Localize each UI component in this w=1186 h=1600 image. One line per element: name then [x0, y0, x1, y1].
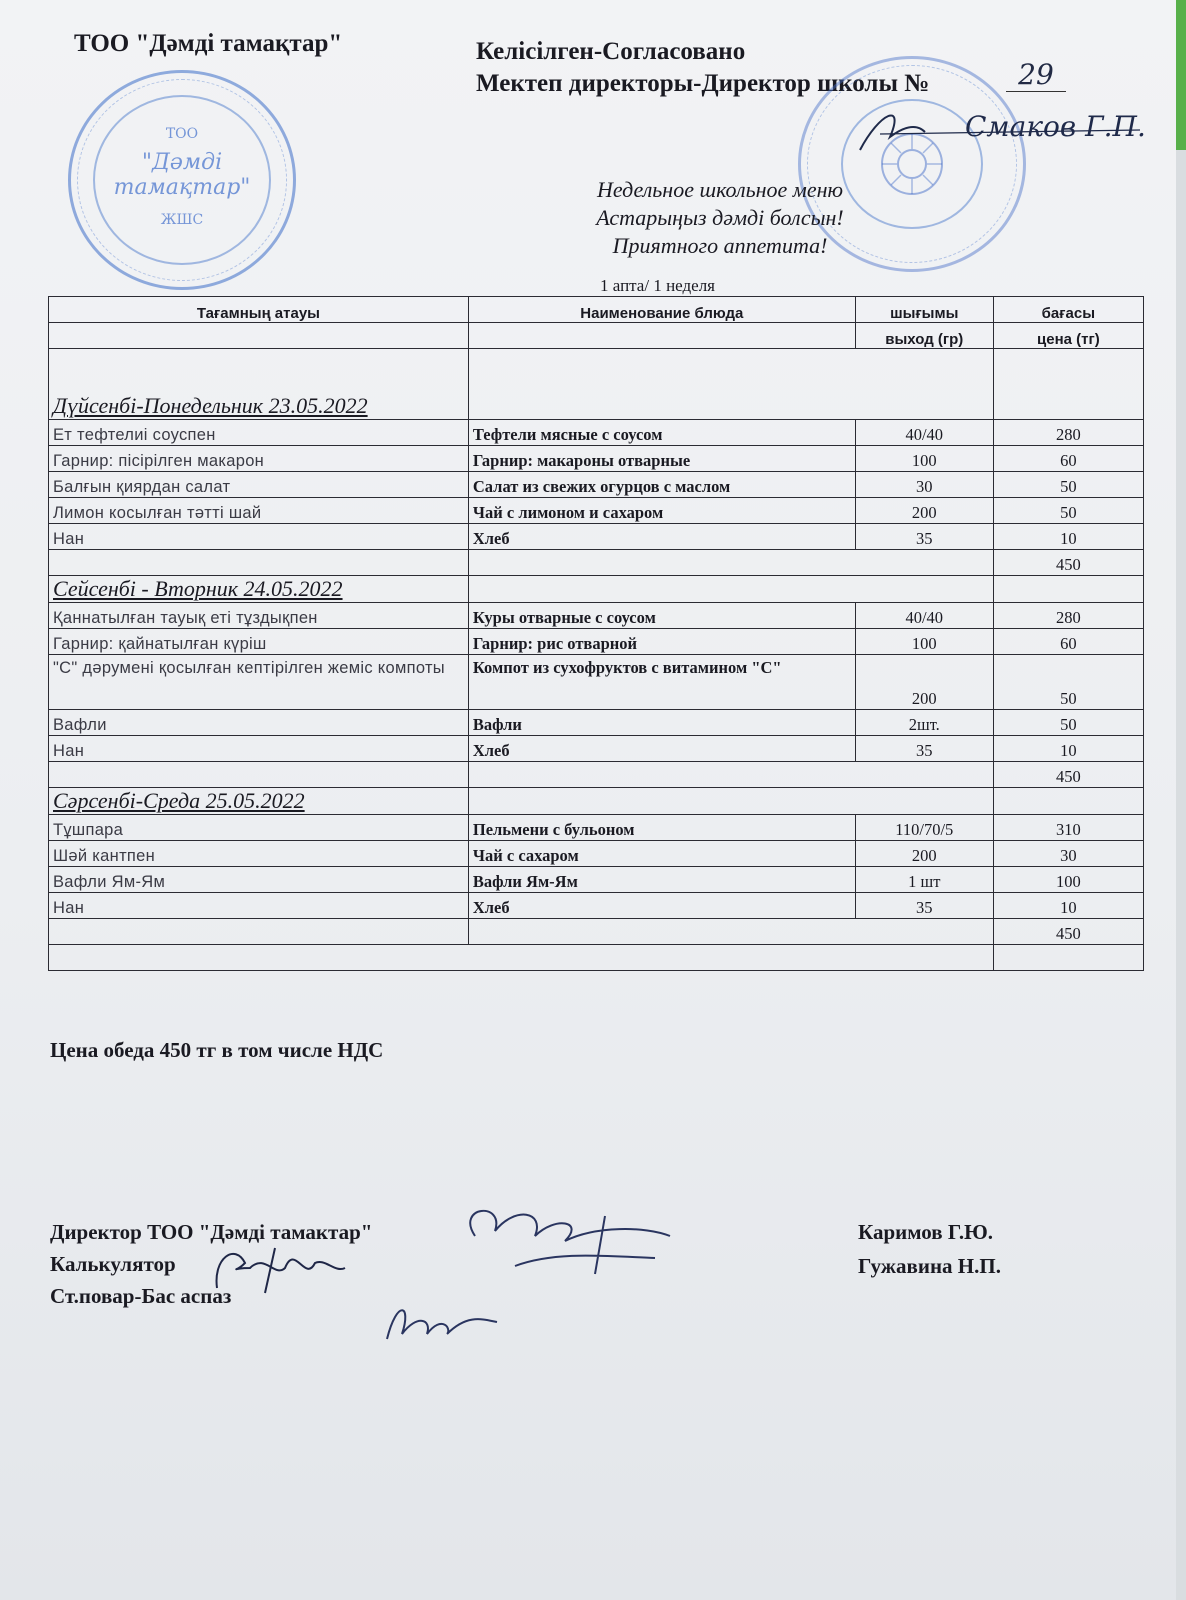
table-row [49, 655, 1144, 710]
dish-price: 10 [993, 736, 1143, 762]
day-header-empty-price [993, 788, 1143, 815]
table-row [49, 841, 1144, 867]
day-header-empty [468, 576, 993, 603]
dish-name-ru: Гарнир: рис отварной [468, 629, 855, 655]
dish-yield: 40/40 [855, 420, 993, 446]
header-empty-2 [468, 323, 855, 349]
final-empty-row [49, 945, 1144, 971]
menu-titles [540, 176, 900, 260]
role-director: Директор ТОО "Дәмді тамактар" [50, 1220, 373, 1244]
day-header-empty-price [993, 576, 1143, 603]
day-total-row [49, 919, 1144, 945]
header-price-kz: бағасы [993, 297, 1143, 323]
dish-name-kz: Шәй кантпен [49, 841, 469, 867]
dish-yield: 110/70/5 [855, 815, 993, 841]
day-total-row [49, 762, 1144, 788]
director-line-text: Мектеп директоры-Директор школы № [476, 70, 930, 97]
dish-name-ru: Компот из сухофруктов с витамином "С" [468, 655, 855, 710]
day-total: 450 [993, 550, 1143, 576]
dish-name-ru: Тефтели мясные с соусом [468, 420, 855, 446]
table-row [49, 498, 1144, 524]
dish-yield: 35 [855, 736, 993, 762]
table-row [49, 524, 1144, 550]
header-kz-name: Тағамның атауы [49, 297, 469, 323]
header-empty-1 [49, 323, 469, 349]
dish-price: 50 [993, 498, 1143, 524]
dish-name-ru: Чай с лимоном и сахаром [468, 498, 855, 524]
dish-price: 280 [993, 603, 1143, 629]
day-header-row [49, 576, 1144, 603]
header-yield-kz: шығымы [855, 297, 993, 323]
director-signature [850, 92, 1150, 162]
table-row [49, 629, 1144, 655]
menu-body [49, 349, 1144, 945]
signature-chef [372, 1294, 512, 1354]
company-stamp-top-word: ТОО [165, 126, 199, 142]
signature-calculator [205, 1238, 355, 1298]
dish-name-kz: Балғын қиярдан салат [49, 472, 469, 498]
name-director: Каримов Г.Ю. [858, 1220, 993, 1244]
dish-name-ru: Вафли [468, 710, 855, 736]
dish-name-ru: Куры отварные с соусом [468, 603, 855, 629]
dish-price: 50 [993, 655, 1143, 710]
company-stamp-inner-ring [93, 95, 271, 265]
dish-name-kz: Қаннатылған тауық еті тұздықпен [49, 603, 469, 629]
menu-table [48, 296, 1144, 971]
dish-yield: 100 [855, 446, 993, 472]
dish-price: 100 [993, 867, 1143, 893]
company-name: ТОО "Дәмді тамақтар" [74, 30, 343, 57]
school-number: 29 [1006, 58, 1066, 92]
dish-name-kz: Нан [49, 524, 469, 550]
dish-yield: 1 шт [855, 867, 993, 893]
company-stamp [68, 70, 296, 290]
director-signature-text: Смаков Г.П. [965, 110, 1146, 143]
dish-name-ru: Хлеб [468, 893, 855, 919]
dish-name-ru: Пельмени с бульоном [468, 815, 855, 841]
total-empty-1 [49, 919, 469, 945]
header-row-2 [49, 323, 1144, 349]
dish-yield: 35 [855, 524, 993, 550]
dish-price: 280 [993, 420, 1143, 446]
dish-name-kz: Лимон косылған тәтті шай [49, 498, 469, 524]
final-empty-cell [49, 945, 994, 971]
menu-title-1: Недельное школьное меню [596, 177, 844, 202]
signature-director [455, 1196, 685, 1286]
dish-name-ru: Хлеб [468, 736, 855, 762]
week-label: 1 апта/ 1 неделя [600, 276, 715, 295]
day-header-row [49, 788, 1144, 815]
table-row [49, 472, 1144, 498]
approval-label: Келісілген-Согласовано [476, 38, 746, 65]
menu-title-3: Приятного аппетита! [612, 233, 828, 258]
table-row [49, 736, 1144, 762]
day-total: 450 [993, 762, 1143, 788]
table-row [49, 420, 1144, 446]
day-header-row [49, 349, 1144, 420]
dish-name-kz: Нан [49, 736, 469, 762]
dish-price: 310 [993, 815, 1143, 841]
header-price-ru: цена (тг) [993, 323, 1143, 349]
total-empty-2 [468, 762, 993, 788]
dish-yield: 100 [855, 629, 993, 655]
table-row [49, 867, 1144, 893]
table-row [49, 893, 1144, 919]
dish-name-kz: Гарнир: пісірілген макарон [49, 446, 469, 472]
menu-title-2: Астарыңыз дәмді болсын! [596, 205, 844, 230]
dish-price: 30 [993, 841, 1143, 867]
role-chef: Ст.повар-Бас аспаз [50, 1284, 232, 1308]
dish-name-ru: Вафли Ям-Ям [468, 867, 855, 893]
company-stamp-brand-2: тамақтар" [113, 175, 251, 200]
total-empty-2 [468, 919, 993, 945]
dish-price: 50 [993, 472, 1143, 498]
total-empty-1 [49, 762, 469, 788]
day-title: Сейсенбі - Вторник 24.05.2022 [49, 576, 469, 603]
dish-yield: 200 [855, 498, 993, 524]
dish-yield: 200 [855, 655, 993, 710]
day-header-empty [468, 349, 993, 420]
dish-price: 50 [993, 710, 1143, 736]
dish-name-kz: Вафли Ям-Ям [49, 867, 469, 893]
table-row [49, 710, 1144, 736]
price-note: Цена обеда 450 тг в том числе НДС [50, 1038, 384, 1062]
total-empty-1 [49, 550, 469, 576]
dish-yield: 30 [855, 472, 993, 498]
company-stamp-bottom-word: ЖШС [160, 212, 204, 228]
dish-name-ru: Салат из свежих огурцов с маслом [468, 472, 855, 498]
header-ru-name: Наименование блюда [468, 297, 855, 323]
day-total-row [49, 550, 1144, 576]
day-total: 450 [993, 919, 1143, 945]
header-row-1 [49, 297, 1144, 323]
name-calculator: Гужавина Н.П. [858, 1254, 1001, 1278]
dish-name-kz: Вафли [49, 710, 469, 736]
dish-name-kz: Ет тефтелиі соуспен [49, 420, 469, 446]
dish-price: 60 [993, 446, 1143, 472]
dish-name-kz: Гарнир: қайнатылған күріш [49, 629, 469, 655]
table-row [49, 815, 1144, 841]
table-row [49, 603, 1144, 629]
role-calculator: Калькулятор [50, 1252, 176, 1276]
header-yield-ru: выход (гр) [855, 323, 993, 349]
total-empty-2 [468, 550, 993, 576]
dish-yield: 35 [855, 893, 993, 919]
dish-name-kz: Тұшпара [49, 815, 469, 841]
day-title: Сәрсенбі-Среда 25.05.2022 [49, 788, 469, 815]
dish-price: 10 [993, 893, 1143, 919]
dish-yield: 200 [855, 841, 993, 867]
dish-name-ru: Чай с сахаром [468, 841, 855, 867]
dish-name-ru: Гарнир: макароны отварные [468, 446, 855, 472]
dish-name-ru: Хлеб [468, 524, 855, 550]
dish-yield: 2шт. [855, 710, 993, 736]
dish-price: 60 [993, 629, 1143, 655]
dish-name-kz: Нан [49, 893, 469, 919]
final-empty-price [993, 945, 1143, 971]
dish-name-kz: "С" дәрумені қосылған кептірілген жеміс компоты [49, 655, 469, 710]
table-row [49, 446, 1144, 472]
day-title: Дүйсенбі-Понедельник 23.05.2022 [49, 349, 469, 420]
dish-yield: 40/40 [855, 603, 993, 629]
dish-price: 10 [993, 524, 1143, 550]
day-header-empty-price [993, 349, 1143, 420]
company-stamp-brand-1: "Дәмді [141, 150, 223, 175]
day-header-empty [468, 788, 993, 815]
